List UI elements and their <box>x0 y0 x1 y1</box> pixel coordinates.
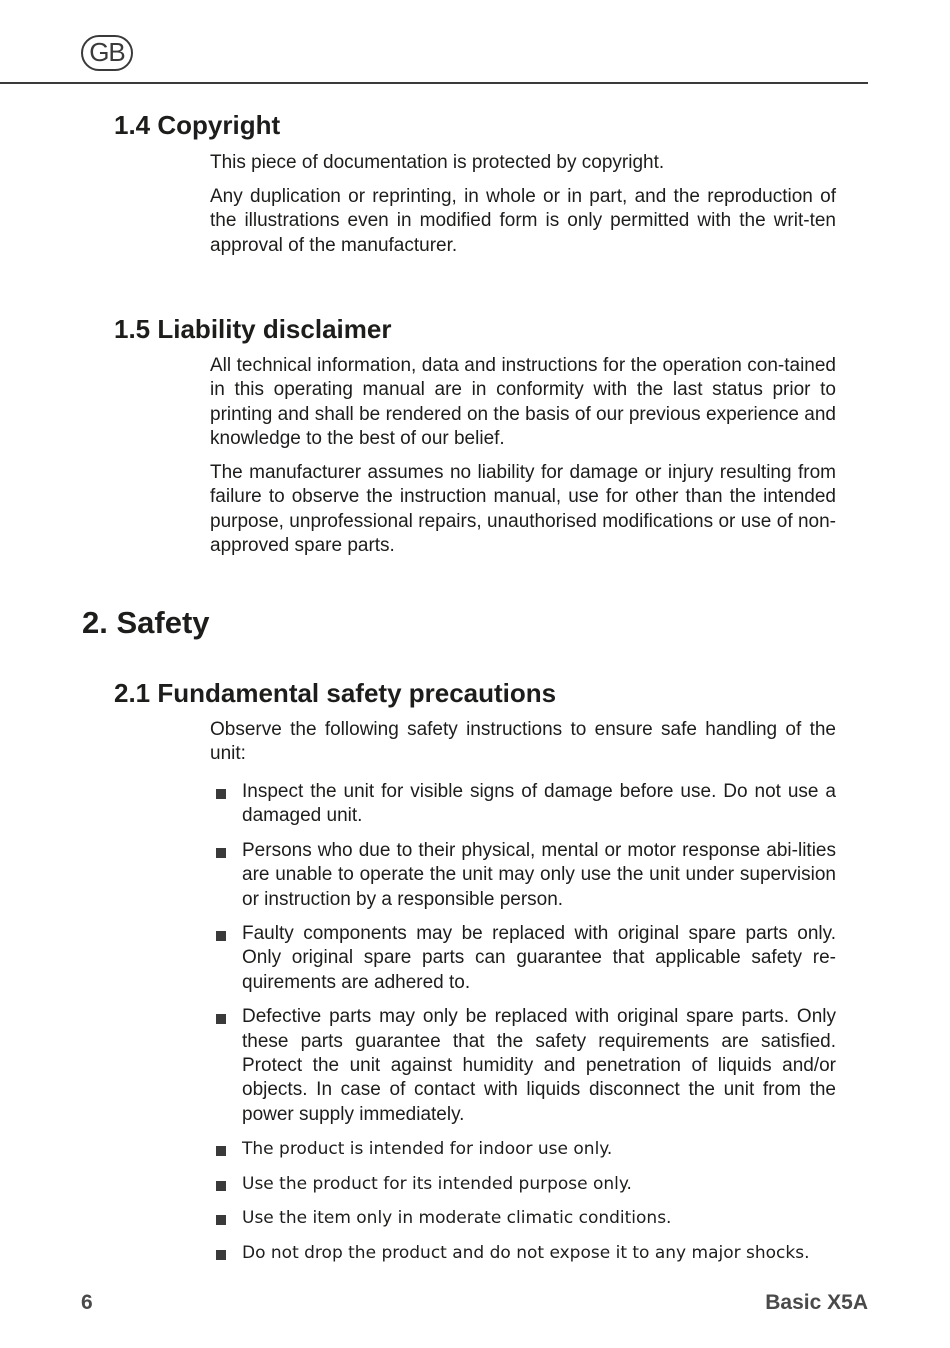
safety-bullet-list <box>210 780 836 1275</box>
section-title-copyright: 1.4 Copyright <box>114 110 281 140</box>
fundamental-intro: Observe the following safety instructions to ensure safe handling of the unit: <box>210 719 836 765</box>
bullet-square-icon <box>216 848 226 858</box>
model-name: Basic X5A <box>765 1291 868 1314</box>
page-number: 6 <box>81 1291 93 1314</box>
chapter-title-safety: 2. Safety <box>82 605 210 640</box>
bullet-square-icon <box>216 1215 226 1225</box>
list-item: Inspect the unit for visible signs of damage before use. Do not use a damaged unit. <box>210 780 836 829</box>
header-divider <box>0 82 868 84</box>
list-item: Persons who due to their physical, mental or motor response abi-lities are unable to operate the unit may only use the unit under supervision or instruction by a responsible person. <box>210 839 836 912</box>
list-item: Use the product for its intended purpose only. <box>210 1172 836 1196</box>
list-item: Do not drop the product and do not expose it to any major shocks. <box>210 1241 836 1265</box>
language-badge: GB <box>81 35 133 71</box>
section-title-fundamental: 2.1 Fundamental safety precautions <box>114 678 557 708</box>
copyright-paragraph-2: Any duplication or reprinting, in whole or in part, and the reproduction of the illustrations even in modified form is only permitted with the writ-ten approval of the manufacturer. <box>210 186 836 256</box>
list-item: The product is intended for indoor use only. <box>210 1137 836 1161</box>
list-item: Faulty components may be replaced with original spare parts only. Only original spare parts can guarantee that applicable safety re-quirements are adhered to. <box>210 922 836 995</box>
bullet-square-icon <box>216 1014 226 1024</box>
copyright-paragraph-1: This piece of documentation is protected by copyright. <box>210 152 665 173</box>
liability-paragraph-2: The manufacturer assumes no liability for damage or injury resulting from failure to observe the instruction manual, use for other than the intended purpose, unprofessional repairs, unauthorised modifications or use of non-approved spare parts. <box>210 462 836 557</box>
bullet-square-icon <box>216 1146 226 1156</box>
section-title-liability: 1.5 Liability disclaimer <box>114 314 392 344</box>
bullet-square-icon <box>216 931 226 941</box>
list-item: Use the item only in moderate climatic conditions. <box>210 1206 836 1230</box>
bullet-square-icon <box>216 1181 226 1191</box>
list-item: Defective parts may only be replaced with original spare parts. Only these parts guarantee that the safety requirements are satisfied. Protect the unit against humidity and penetration of liquids and/or objects. In case of contact with liquids disconnect the unit from the power supply immediately. <box>210 1005 836 1127</box>
bullet-square-icon <box>216 789 226 799</box>
bullet-square-icon <box>216 1250 226 1260</box>
liability-paragraph-1: All technical information, data and instructions for the operation con-tained in this operating manual are in conformity with the last status prior to printing and shall be rendered on the basis of our previous experience and knowledge to the best of our belief. <box>210 355 836 450</box>
